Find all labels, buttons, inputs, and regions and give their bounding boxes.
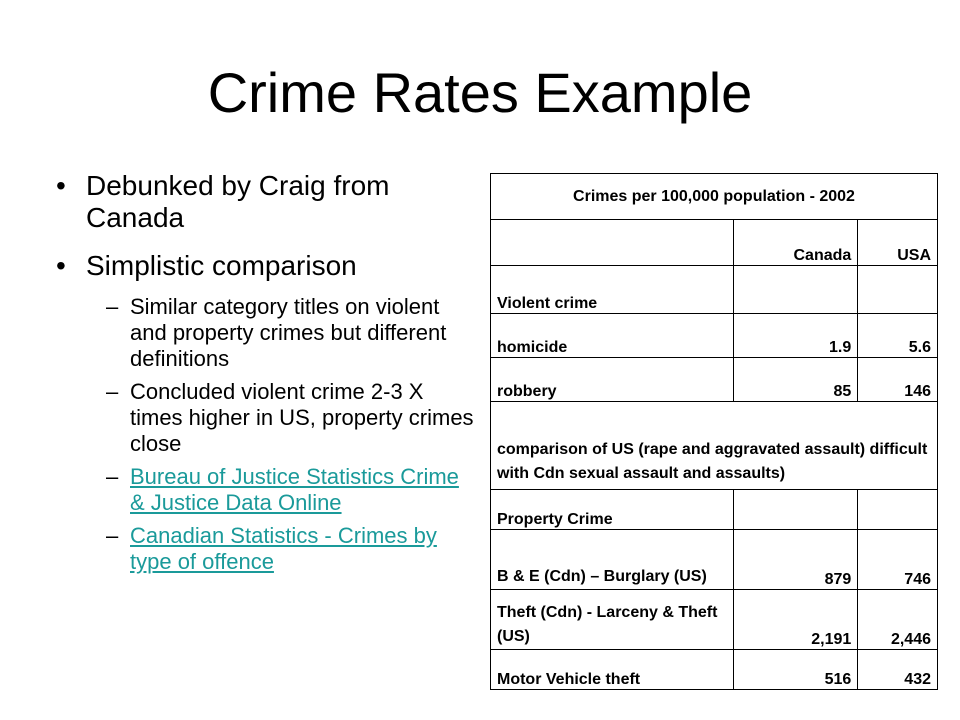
row-note: comparison of US (rape and aggravated assault) difficult with Cdn sexual assault and assaults) — [491, 402, 938, 490]
usa-value: 432 — [858, 650, 938, 690]
link-canadian-statistics[interactable]: Canadian Statistics - Crimes by type of offence — [130, 523, 437, 574]
sub-bullet-item — [56, 464, 476, 516]
bullet-glyph: • — [56, 250, 66, 281]
bullet-text: Simplistic comparison — [86, 250, 357, 281]
sub-bullet-item — [56, 379, 476, 457]
table-row — [491, 490, 938, 530]
table-cell — [491, 220, 734, 266]
table-row — [491, 530, 938, 590]
sub-bullet-item — [56, 523, 476, 575]
dash-glyph: – — [106, 464, 119, 489]
table-row — [491, 402, 938, 490]
row-label: B & E (Cdn) – Burglary (US) — [491, 530, 734, 590]
dash-glyph: – — [106, 379, 119, 404]
sub-bullet-text: Concluded violent crime 2-3 X times higher in US, property crimes close — [130, 379, 474, 456]
row-label: Motor Vehicle theft — [491, 650, 734, 690]
crime-rates-table — [490, 173, 938, 690]
sub-bullet-item — [56, 294, 476, 372]
dash-glyph: – — [106, 294, 119, 319]
canada-value: 85 — [734, 358, 858, 402]
table-row — [491, 358, 938, 402]
table-row — [491, 650, 938, 690]
usa-value: 2,446 — [858, 590, 938, 650]
row-label: Theft (Cdn) - Larceny & Theft (US) — [491, 590, 734, 650]
usa-value: 146 — [858, 358, 938, 402]
usa-value: 5.6 — [858, 314, 938, 358]
bullet-list — [56, 170, 476, 586]
usa-value — [858, 490, 938, 530]
canada-value: 516 — [734, 650, 858, 690]
row-label: homicide — [491, 314, 734, 358]
slide-title: Crime Rates Example — [207, 61, 753, 124]
canada-value: 879 — [734, 530, 858, 590]
table-title: Crimes per 100,000 population - 2002 — [491, 174, 938, 220]
link-bureau-justice-statistics[interactable]: Bureau of Justice Statistics Crime & Justice Data Online — [130, 464, 459, 515]
row-label: Violent crime — [491, 266, 734, 314]
column-header-canada: Canada — [734, 220, 858, 266]
dash-glyph: – — [106, 523, 119, 548]
sub-bullet-text: Similar category titles on violent and property crimes but different definitions — [130, 294, 447, 371]
bullet-text: Debunked by Craig from Canada — [86, 170, 390, 233]
row-label: robbery — [491, 358, 734, 402]
canada-value: 2,191 — [734, 590, 858, 650]
bullet-glyph: • — [56, 170, 66, 201]
bullet-item — [56, 250, 476, 282]
table-row — [491, 314, 938, 358]
table-row — [491, 590, 938, 650]
bullet-item — [56, 170, 476, 234]
usa-value: 746 — [858, 530, 938, 590]
canada-value: 1.9 — [734, 314, 858, 358]
usa-value — [858, 266, 938, 314]
table-row — [491, 266, 938, 314]
row-label: Property Crime — [491, 490, 734, 530]
column-header-usa: USA — [858, 220, 938, 266]
canada-value — [734, 490, 858, 530]
canada-value — [734, 266, 858, 314]
